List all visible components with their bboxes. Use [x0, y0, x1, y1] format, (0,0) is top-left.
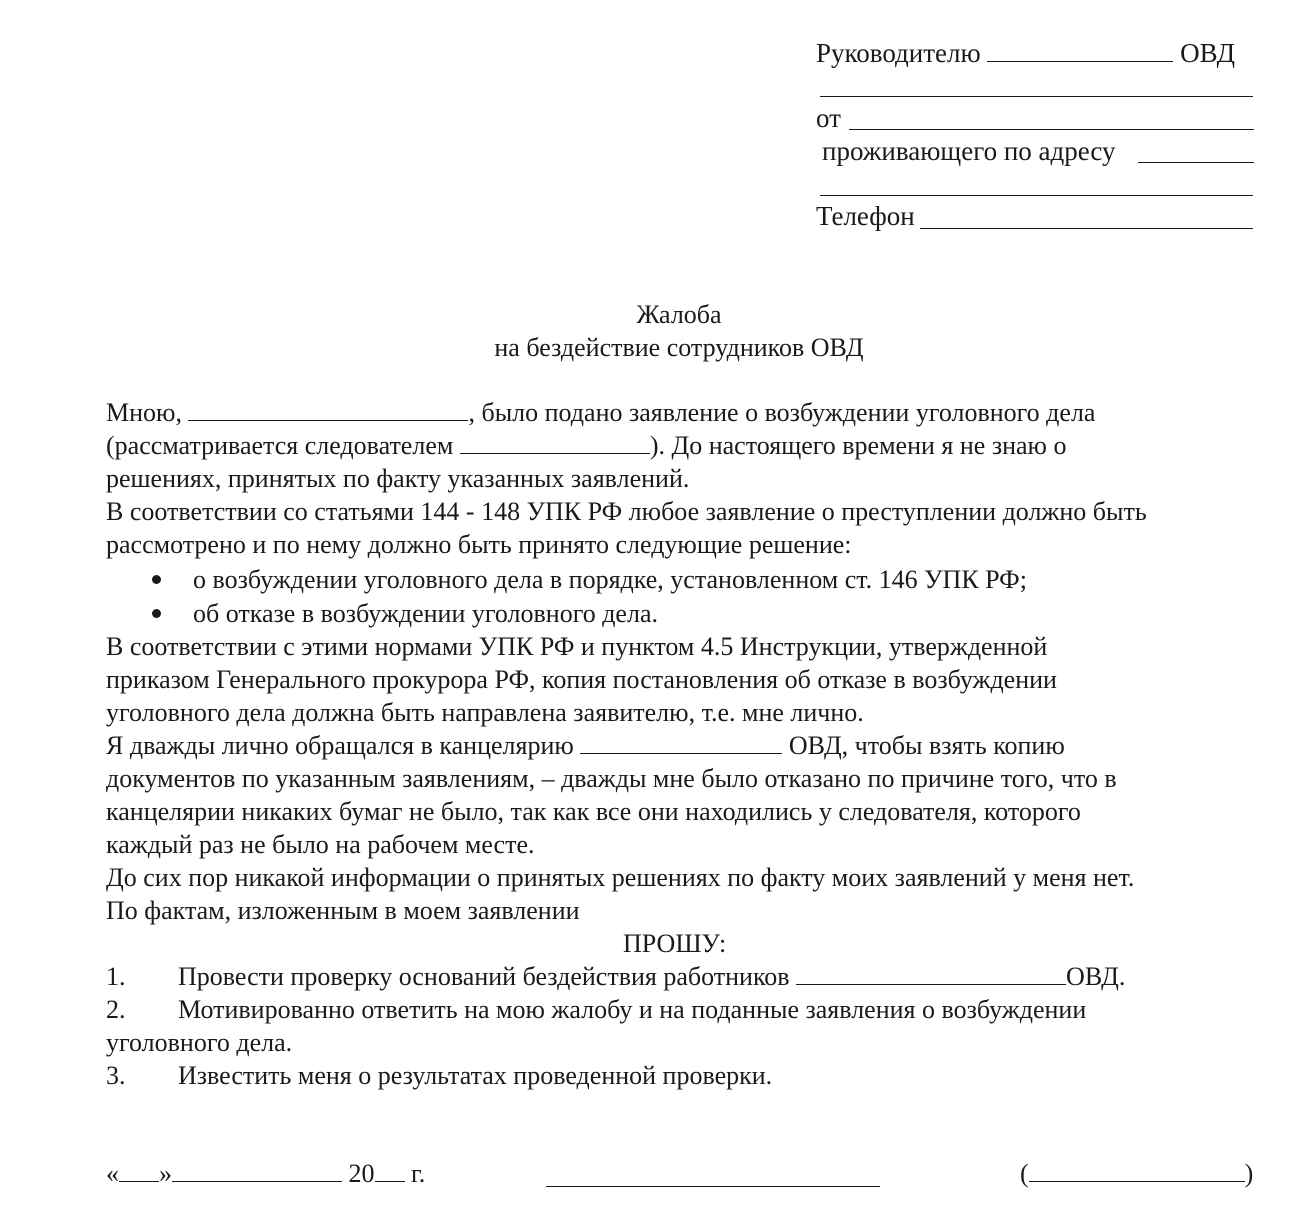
paragraph-6: По фактам, изложенным в моем заявлении — [106, 896, 580, 925]
bullet-icon — [152, 609, 161, 618]
request-item-2: Мотивированно ответить на мою жалобу и на поданные заявления о возбуждении — [178, 995, 1087, 1024]
signature-name-field — [1020, 1157, 1253, 1190]
paragraph-2-line-1: В соответствии со статьями 144 - 148 УПК РФ любое заявление о преступлении должно быть — [106, 497, 1147, 526]
text-fragment: Я дважды лично обращался в канцелярию — [106, 731, 574, 760]
addressee-blank-line-2[interactable] — [820, 96, 1253, 97]
paragraph-4-line-1 — [106, 729, 1065, 762]
bullet-icon — [152, 575, 161, 584]
request-item-2-number: 2. — [106, 995, 126, 1024]
month-blank[interactable] — [172, 1159, 342, 1182]
paragraph-3-line-3: уголовного дела должна быть направлена заявителю, т.е. мне лично. — [106, 698, 864, 727]
text-fragment: ). До настоящего времени я не знаю о — [649, 431, 1067, 460]
quote-close: » — [159, 1159, 172, 1188]
text-fragment: ОВД. — [1066, 962, 1126, 991]
paren-close: ) — [1244, 1159, 1254, 1188]
text-fragment: , было подано заявление о возбуждении уголовного дела — [468, 398, 1096, 427]
bullet-item-2: об отказе в возбуждении уголовного дела. — [193, 599, 658, 628]
address-label: проживающего по адресу — [822, 136, 1116, 166]
quote-open: « — [106, 1159, 119, 1188]
request-item-3-number: 3. — [106, 1061, 126, 1090]
applicant-blank[interactable] — [188, 398, 468, 421]
request-heading: ПРОШУ: — [623, 929, 727, 958]
investigator-blank[interactable] — [460, 431, 650, 454]
from-line — [816, 102, 841, 135]
request-item-1 — [178, 960, 1125, 993]
paragraph-1-line-2 — [106, 429, 1066, 462]
from-label: от — [816, 103, 841, 133]
address-blank[interactable] — [1138, 162, 1254, 163]
paren-open: ( — [1020, 1159, 1029, 1188]
phone-label: Телефон — [816, 201, 915, 231]
paragraph-4-line-2: документов по указанным заявлениям, – дважды мне было отказано по причине того, что в — [106, 764, 1117, 793]
year-blank[interactable] — [375, 1159, 405, 1182]
text-fragment: (рассматривается следователем — [106, 431, 454, 460]
text-fragment: Мною, — [106, 398, 182, 427]
phone-line — [816, 200, 915, 233]
office-blank[interactable] — [580, 731, 782, 754]
day-blank[interactable] — [119, 1159, 159, 1182]
request-item-3: Известить меня о результатах проведенной проверки. — [178, 1061, 773, 1090]
request-item-2-continuation: уголовного дела. — [106, 1028, 293, 1057]
bullet-item-1: о возбуждении уголовного дела в порядке, установленном ст. 146 УПК РФ; — [193, 565, 1027, 594]
paragraph-2-line-2: рассмотрено и по нему должно быть принято следующие решение: — [106, 530, 852, 559]
paragraph-4-line-3: канцелярии никаких бумаг не было, так как все они находились у следователя, которого — [106, 797, 1081, 826]
from-blank[interactable] — [849, 129, 1254, 130]
addressee-blank[interactable] — [987, 39, 1173, 62]
paragraph-3-line-2: приказом Генерального прокурора РФ, копия постановления об отказе в возбуждении — [106, 665, 1057, 694]
year-prefix: 20 — [348, 1159, 375, 1188]
address-line — [822, 135, 1116, 168]
paragraph-3-line-1: В соответствии с этими нормами УПК РФ и пунктом 4.5 Инструкции, утвержденной — [106, 632, 1048, 661]
paragraph-5: До сих пор никакой информации о принятых решениях по факту моих заявлений у меня нет. — [106, 863, 1135, 892]
addressee-label: Руководителю — [816, 38, 981, 68]
phone-blank[interactable] — [920, 228, 1253, 229]
paragraph-1-line-1 — [106, 396, 1095, 429]
year-suffix: г. — [411, 1159, 426, 1188]
date-field — [106, 1157, 425, 1190]
name-blank[interactable] — [1029, 1159, 1245, 1182]
document-title: Жалоба — [636, 300, 722, 329]
workers-blank[interactable] — [796, 962, 1066, 985]
text-fragment: ОВД, чтобы взять копию — [788, 731, 1065, 760]
paragraph-1-line-3: решениях, принятых по факту указанных заявлений. — [106, 464, 690, 493]
paragraph-4-line-4: каждый раз не было на рабочем месте. — [106, 830, 535, 859]
addressee-line — [816, 37, 1235, 70]
signature-blank[interactable] — [546, 1186, 880, 1187]
request-item-1-number: 1. — [106, 962, 126, 991]
addressee-suffix: ОВД — [1180, 38, 1236, 68]
text-fragment: Провести проверку оснований бездействия работников — [178, 962, 790, 991]
address-blank-line-2[interactable] — [820, 195, 1253, 196]
document-subtitle: на бездействие сотрудников ОВД — [494, 333, 864, 362]
